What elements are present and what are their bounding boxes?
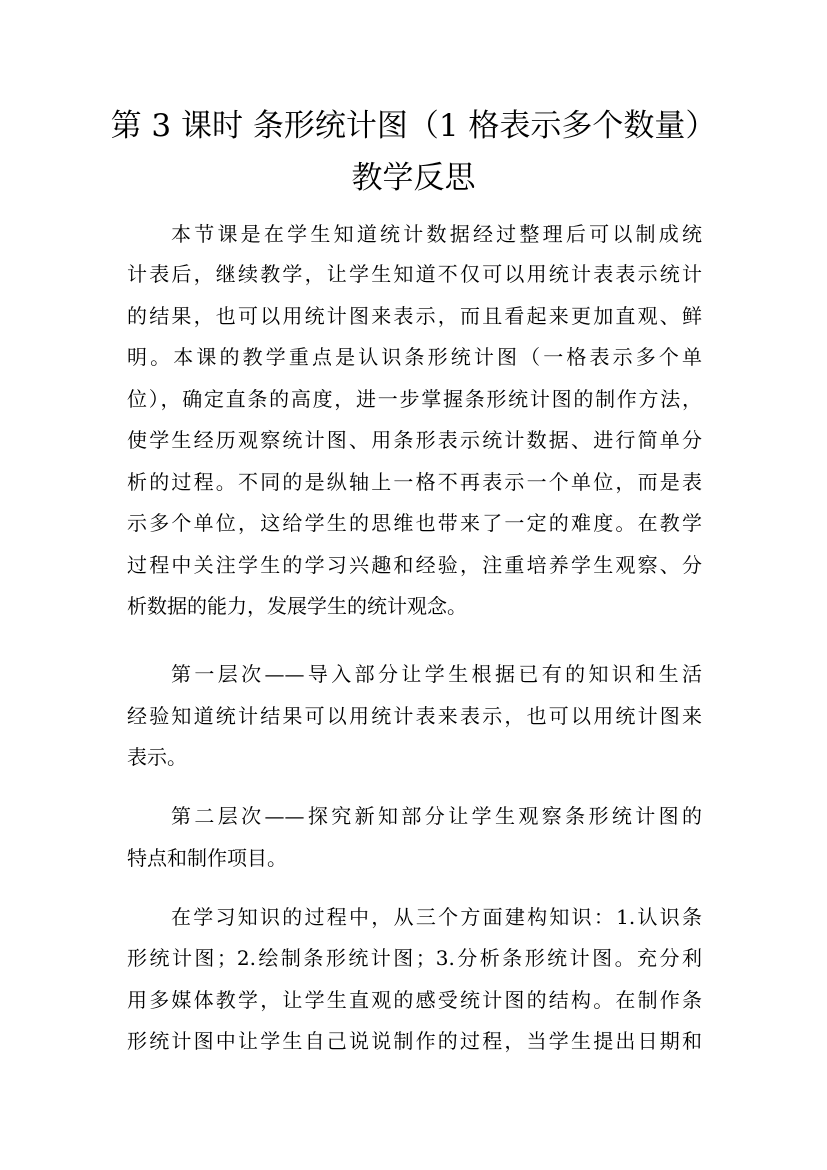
- paragraph-2-line-2: 经验知道统计结果可以用统计表来表示，也可以用统计图来: [127, 704, 702, 728]
- paragraph-1-line-7: 析的过程。不同的是纵轴上一格不再表示一个单位，而是表: [127, 470, 702, 494]
- paragraph-4-line-4: 形统计图中让学生自己说说制作的过程，当学生提出日期和: [127, 1029, 702, 1053]
- paragraph-1-line-8: 示多个单位，这给学生的思维也带来了一定的难度。在教学: [127, 511, 702, 535]
- document-title: 第 3 课时 条形统计图（1 格表示多个数量）: [110, 108, 717, 144]
- paragraph-1-line-6: 使学生经历观察统计图、用条形表示统计数据、进行简单分: [127, 428, 702, 452]
- paragraph-1-line-2: 计表后，继续教学，让学生知道不仅可以用统计表表示统计: [127, 262, 702, 286]
- paragraph-2-line-3: 表示。: [127, 745, 187, 769]
- paragraph-1-line-9: 过程中关注学生的学习兴趣和经验，注重培养学生观察、分: [127, 553, 702, 577]
- document-subtitle: 教学反思: [351, 160, 476, 196]
- paragraph-1-line-4: 明。本课的教学重点是认识条形统计图（一格表示多个单: [127, 345, 702, 369]
- paragraph-4-line-3: 用多媒体教学，让学生直观的感受统计图的结构。在制作条: [127, 988, 702, 1012]
- paragraph-1-line-5: 位），确定直条的高度，进一步掌握条形统计图的制作方法，: [127, 387, 702, 411]
- paragraph-1-line-1: 本节课是在学生知道统计数据经过整理后可以制成统: [171, 222, 702, 246]
- paragraph-4-line-2: 形统计图；2.绘制条形统计图；3.分析条形统计图。充分利: [127, 946, 702, 970]
- paragraph-1-line-10: 析数据的能力，发展学生的统计观念。: [127, 594, 467, 618]
- paragraph-4-line-1: 在学习知识的过程中，从三个方面建构知识：1.认识条: [171, 905, 702, 929]
- paragraph-2-line-1: 第一层次——导入部分让学生根据已有的知识和生活: [171, 662, 702, 686]
- paragraph-3-line-2: 特点和制作项目。: [127, 846, 287, 870]
- paragraph-3-line-1: 第二层次——探究新知部分让学生观察条形统计图的: [171, 804, 702, 828]
- paragraph-1-line-3: 的结果，也可以用统计图来表示，而且看起来更加直观、鲜: [127, 304, 702, 328]
